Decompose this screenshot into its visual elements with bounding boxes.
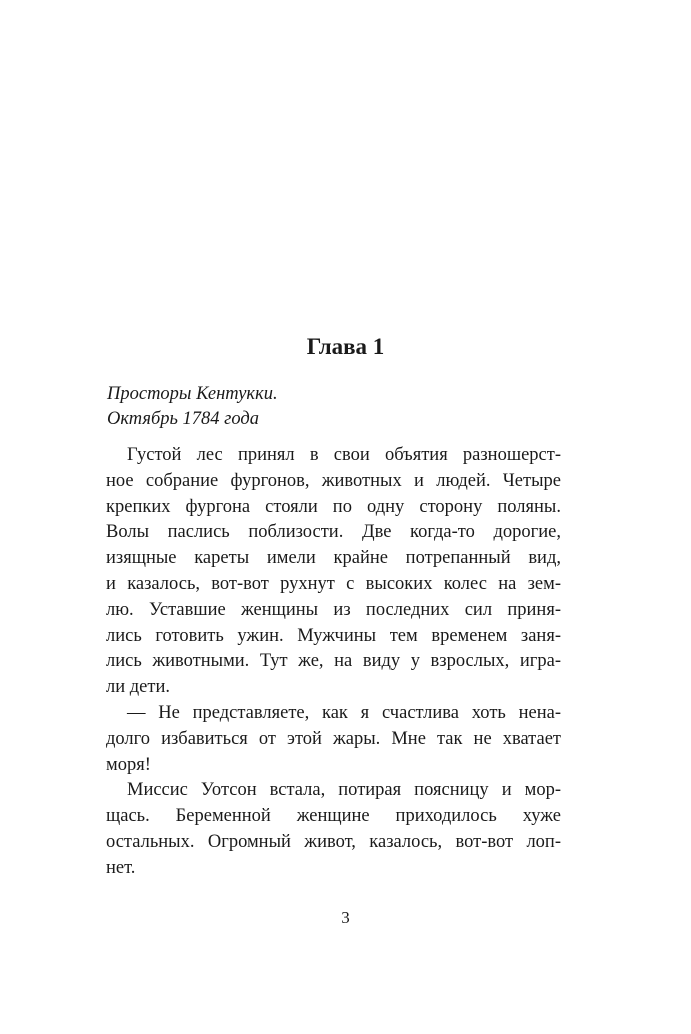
text-line: изящные кареты имели крайне потрепанный вид, bbox=[106, 548, 561, 569]
text-line: и казалось, вот-вот рухнут с высоких колес на зем- bbox=[106, 573, 561, 594]
text-line: щась. Беременной женщине приходилось хуже bbox=[106, 806, 561, 827]
text-line: ли дети. bbox=[106, 677, 170, 698]
text-line: ное собрание фургонов, животных и людей. Четыре bbox=[106, 470, 561, 491]
chapter-title: Глава 1 bbox=[306, 334, 385, 359]
text-line: моря! bbox=[106, 754, 151, 775]
epigraph-place: Просторы Кентукки. bbox=[107, 384, 278, 404]
page-number: 3 bbox=[341, 908, 350, 927]
text-line: Волы паслись поблизости. Две когда-то дорогие, bbox=[106, 522, 561, 543]
text-line: лись готовить ужин. Мужчины тем временем заня- bbox=[106, 625, 561, 646]
text-line: долго избавиться от этой жары. Мне так не хватает bbox=[106, 728, 561, 749]
epigraph bbox=[107, 382, 278, 432]
body-text bbox=[106, 443, 561, 882]
text-line: нет. bbox=[106, 857, 136, 878]
text-line: Густой лес принял в свои объятия разношерст- bbox=[127, 445, 561, 465]
text-line: остальных. Огромный живот, казалось, вот-вот лоп- bbox=[106, 831, 561, 852]
text-line: Миссис Уотсон встала, потирая поясницу и мор- bbox=[127, 780, 561, 801]
text-line: лю. Уставшие женщины из последних сил приня- bbox=[106, 599, 561, 620]
text-line: крепких фургона стояли по одну сторону поляны. bbox=[106, 496, 561, 517]
text-line: лись животными. Тут же, на виду у взрослых, игра- bbox=[106, 651, 561, 672]
text-line: — Не представляете, как я счастлива хоть нена- bbox=[127, 702, 561, 723]
epigraph-date: Октябрь 1784 года bbox=[107, 409, 260, 429]
